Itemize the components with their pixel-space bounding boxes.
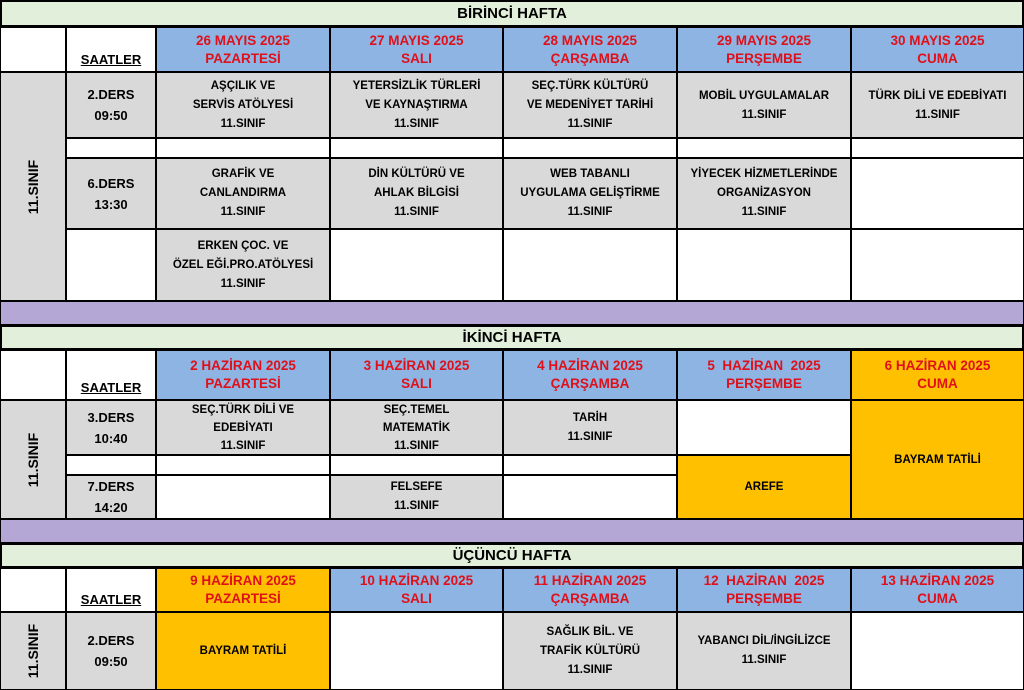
week-2-title (0, 325, 1024, 350)
spacer-cell (330, 455, 503, 475)
day-date: 2 HAZİRAN 2025 (190, 358, 296, 373)
exam-line: 11.SINIF (741, 206, 787, 218)
exam-line: WEB TABANLI (550, 168, 630, 180)
saatler-header (66, 350, 156, 400)
corner-cell (0, 568, 66, 612)
hour-time: 10:40 (94, 430, 128, 446)
empty-cell (851, 158, 1024, 229)
exam-line: 11.SINIF (741, 109, 787, 121)
corner-cell (0, 27, 66, 72)
day-date: 6 HAZİRAN 2025 (884, 358, 991, 373)
class-label-text: 11.SINIF (25, 432, 41, 487)
empty-cell (851, 612, 1024, 690)
day-date: 30 MAYIS 2025 (890, 32, 985, 48)
day-header-tue (330, 27, 503, 72)
day-header-wed (503, 350, 677, 400)
hour-time: 14:20 (94, 500, 128, 515)
saatler-label: SAATLER (80, 592, 142, 607)
day-date: 3 HAZİRAN 2025 (363, 358, 470, 373)
empty-cell (330, 612, 503, 690)
exam-cell (503, 612, 677, 690)
holiday-cell (851, 400, 1024, 519)
exam-line: 11.SINIF (220, 277, 266, 290)
exam-line: ÖZEL EĞİ.PRO.ATÖLYESİ (172, 258, 314, 271)
exam-line: DİN KÜLTÜRÜ VE (368, 168, 465, 180)
spacer-cell (156, 455, 330, 475)
exam-line: EDEBİYATI (213, 421, 273, 434)
hour-time: 09:50 (94, 654, 128, 669)
day-name: SALI (401, 50, 432, 66)
hour-lesson: 3.DERS (87, 409, 135, 425)
day-name: CUMA (917, 50, 958, 66)
day-header-wed (503, 568, 677, 612)
class-label-text: 11.SINIF (25, 159, 41, 214)
empty-cell (330, 229, 503, 301)
exam-line: YABANCI DİL/İNGİLİZCE (697, 635, 831, 647)
exam-cell (156, 229, 330, 301)
exam-cell (330, 72, 503, 138)
day-name: ÇARŞAMBA (550, 376, 630, 391)
exam-line: YİYECEK HİZMETLERİNDE (690, 168, 838, 180)
exam-line: 11.SINIF (567, 430, 613, 443)
exam-line: 11.SINIF (220, 117, 266, 130)
day-name: CUMA (917, 376, 958, 391)
day-name: PERŞEMBE (726, 50, 802, 66)
exam-cell (503, 158, 677, 229)
saatler-label: SAATLER (80, 380, 142, 395)
exam-line: VE KAYNAŞTIRMA (365, 98, 468, 111)
exam-line: TÜRK DİLİ VE EDEBİYATI (868, 90, 1007, 102)
exam-line: MATEMATİK (382, 421, 451, 434)
day-date: 11 HAZİRAN 2025 (533, 573, 647, 588)
day-name: SALI (401, 591, 432, 606)
exam-line: 11.SINIF (220, 206, 266, 218)
day-header-tue (330, 350, 503, 400)
empty-cell (677, 229, 851, 301)
exam-cell (503, 400, 677, 455)
empty-cell (503, 475, 677, 519)
exam-line: AŞÇILIK VE (210, 79, 276, 92)
exam-cell (156, 158, 330, 229)
exam-line: 11.SINIF (394, 500, 439, 512)
exam-cell (330, 158, 503, 229)
exam-line: YETERSİZLİK TÜRLERİ (352, 79, 481, 92)
day-date: 13 HAZİRAN 2025 (880, 573, 995, 588)
day-name: CUMA (917, 591, 958, 606)
spacer-cell (66, 455, 156, 475)
exam-line: SERVİS ATÖLYESİ (192, 98, 294, 111)
exam-line: 11.SINIF (220, 439, 266, 452)
saatler-header (66, 568, 156, 612)
exam-cell (330, 475, 503, 519)
spacer-cell (503, 138, 677, 158)
spacer-cell (851, 138, 1024, 158)
week-3-title (0, 543, 1024, 568)
day-date: 29 MAYIS 2025 (716, 32, 812, 48)
day-date: 12 HAZİRAN 2025 (703, 573, 825, 588)
hour-lesson: 2.DERS (87, 87, 135, 102)
day-name: PAZARTESİ (205, 591, 281, 606)
class-label-text: 11.SINIF (25, 623, 41, 679)
exam-line: 11.SINIF (394, 206, 439, 218)
empty-cell (66, 229, 156, 301)
exam-line: TARİH (572, 411, 608, 424)
exam-line: AHLAK BİLGİSİ (374, 187, 459, 199)
hour-cell (66, 72, 156, 138)
exam-line: ERKEN ÇOC. VE (197, 239, 289, 252)
week-1-title (0, 0, 1024, 27)
hour-lesson: 7.DERS (87, 479, 135, 494)
exam-line: 11.SINIF (567, 663, 613, 676)
exam-line: SEÇ.TÜRK KÜLTÜRÜ (531, 79, 649, 92)
week-separator (0, 301, 1024, 325)
day-header-wed (503, 27, 677, 72)
saatler-header (66, 27, 156, 72)
spacer-cell (503, 455, 677, 475)
day-header-mon (156, 568, 330, 612)
day-name: PAZARTESİ (205, 50, 281, 66)
exam-cell (503, 72, 677, 138)
day-date: 5 HAZİRAN 2025 (707, 358, 821, 373)
hour-time: 13:30 (94, 196, 128, 212)
day-name: PERŞEMBE (726, 376, 802, 391)
day-header-thu (677, 27, 851, 72)
arefe-label: AREFE (744, 481, 784, 493)
exam-line: 11.SINIF (394, 117, 439, 130)
hour-lesson: 2.DERS (87, 633, 135, 648)
saatler-label: SAATLER (80, 52, 142, 67)
exam-cell (851, 72, 1024, 138)
exam-cell (156, 72, 330, 138)
hour-cell (66, 475, 156, 519)
exam-line: 11.SINIF (915, 109, 960, 121)
empty-cell (851, 229, 1024, 301)
exam-line: 11.SINIF (567, 117, 613, 130)
spacer-cell (156, 138, 330, 158)
day-date: 27 MAYIS 2025 (369, 32, 464, 48)
exam-line: ORGANİZASYON (717, 187, 811, 199)
day-name: ÇARŞAMBA (550, 591, 630, 606)
holiday-cell (156, 612, 330, 690)
exam-line: TRAFİK KÜLTÜRÜ (539, 644, 641, 657)
exam-line: SEÇ.TÜRK DİLİ VE (191, 403, 295, 416)
corner-cell (0, 350, 66, 400)
empty-cell (677, 400, 851, 455)
day-date: 10 HAZİRAN 2025 (359, 573, 474, 588)
week-1-title-text: BİRİNCİ HAFTA (457, 5, 567, 22)
empty-cell (503, 229, 677, 301)
day-header-fri (851, 27, 1024, 72)
exam-line: 11.SINIF (741, 654, 787, 666)
day-header-thu (677, 350, 851, 400)
day-name: SALI (401, 376, 432, 391)
hour-time: 09:50 (94, 108, 128, 123)
day-header-fri (851, 350, 1024, 400)
day-header-fri (851, 568, 1024, 612)
arefe-cell (677, 455, 851, 519)
week-3-title-text: ÜÇÜNCÜ HAFTA (452, 547, 572, 564)
class-label (0, 400, 66, 519)
day-date: 9 HAZİRAN 2025 (190, 573, 296, 588)
day-date: 4 HAZİRAN 2025 (537, 358, 643, 373)
hour-cell (66, 158, 156, 229)
exam-cell (677, 158, 851, 229)
exam-line: CANLANDIRMA (199, 187, 287, 199)
empty-cell (156, 475, 330, 519)
exam-line: GRAFİK VE (211, 168, 275, 180)
holiday-label: BAYRAM TATİLİ (199, 645, 287, 657)
spacer-cell (330, 138, 503, 158)
exam-line: FELSEFE (390, 481, 443, 493)
exam-cell (677, 612, 851, 690)
exam-cell (330, 400, 503, 455)
day-name: ÇARŞAMBA (550, 50, 630, 66)
spacer-cell (66, 138, 156, 158)
spacer-cell (677, 138, 851, 158)
exam-line: 11.SINIF (567, 206, 613, 218)
exam-line: UYGULAMA GELİŞTİRME (520, 187, 660, 199)
holiday-label: BAYRAM TATİLİ (894, 453, 981, 466)
exam-cell (156, 400, 330, 455)
hour-cell (66, 400, 156, 455)
day-header-mon (156, 350, 330, 400)
day-name: PAZARTESİ (205, 376, 281, 391)
exam-cell (677, 72, 851, 138)
day-date: 26 MAYIS 2025 (195, 32, 291, 48)
exam-line: MOBİL UYGULAMALAR (698, 90, 830, 102)
day-header-thu (677, 568, 851, 612)
day-date: 28 MAYIS 2025 (542, 32, 638, 48)
exam-line: SAĞLIK BİL. VE (546, 625, 634, 638)
hour-lesson: 6.DERS (87, 175, 135, 191)
day-header-tue (330, 568, 503, 612)
day-name: PERŞEMBE (726, 591, 802, 606)
class-label (0, 72, 66, 301)
exam-line: 11.SINIF (394, 439, 439, 452)
exam-line: VE MEDENİYET TARİHİ (526, 98, 654, 111)
class-label (0, 612, 66, 690)
week-2-title-text: İKİNCİ HAFTA (462, 329, 562, 346)
week-separator (0, 519, 1024, 543)
exam-line: SEÇ.TEMEL (383, 403, 450, 416)
day-header-mon (156, 27, 330, 72)
hour-cell (66, 612, 156, 690)
